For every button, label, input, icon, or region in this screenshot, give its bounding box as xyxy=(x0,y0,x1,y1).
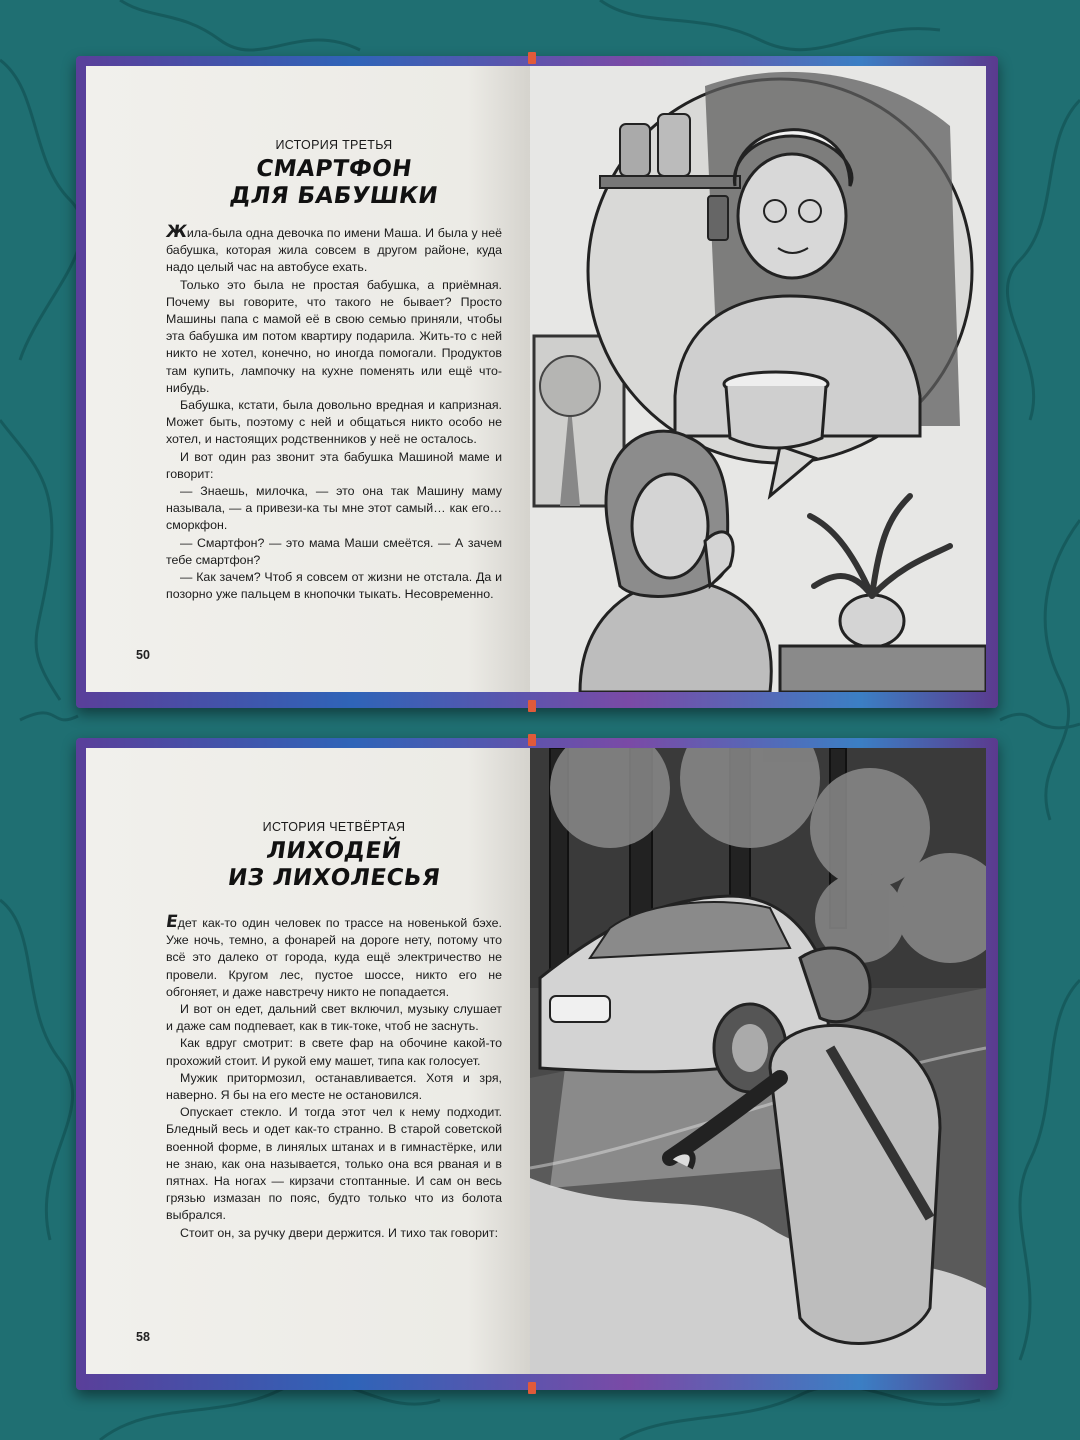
paragraph: И вот один раз звонит эта бабушка Машиной маме и говорит: xyxy=(166,449,502,481)
spine-mark-top xyxy=(528,52,536,64)
spine-mark-bottom xyxy=(528,700,536,712)
dropcap: Ж xyxy=(164,222,189,242)
story-title-line1: ЛИХОДЕЙ xyxy=(264,838,404,864)
dropcap: Е xyxy=(164,912,180,932)
paragraph: — Смартфон? — это мама Маши смеётся. — А зачем тебе смартфон? xyxy=(166,535,502,567)
paragraph: Стоит он, за ручку двери держится. И тихо так говорит: xyxy=(180,1225,499,1240)
paragraph: Опускает стекло. И тогда этот чел к нему подходит. Бледный весь и одет как-то странно. В старой советской военной форме, в линялых штанах и в гимнастёрке, или не знаю, как она называется, только она вся рваная и в пятнах. На ногах — кирзачи стоптанные. И сам он весь грязью измазан по пояс, будто только что из болота выбрался. xyxy=(166,1105,502,1223)
left-page xyxy=(86,748,530,1374)
story-body xyxy=(166,914,502,1242)
paragraph: И вот он едет, дальний свет включил, музыку слушает и даже сам подпевает, как в тик-токе, чтоб не заснуть. xyxy=(166,1002,502,1034)
paragraph: Бабушка, кстати, была довольно вредная и капризная. Может быть, поэтому с ней и общаться никто особо не хотел, и настоящих родственников у неё не осталось. xyxy=(166,398,502,447)
story-title-line1: СМАРТФОН xyxy=(254,156,414,182)
paragraph: Мужик притормозил, останавливается. Хотя и зря, наверно. Я бы на его месте не остановился. xyxy=(166,1070,502,1103)
story-title-line2: ИЗ ЛИХОЛЕСЬЯ xyxy=(226,865,442,891)
paragraph: Жила-была одна девочка по имени Маша. И была у неё бабушка, которая жила совсем в другом районе, куда надо целый час на автобусе ехать. xyxy=(164,222,502,275)
paragraph: Едет как-то один человек по трассе на новенькой бэхе. Уже ночь, темно, а фонарей на дороге нету, потому что всё это далеко от города, куда ещё электричество не провели. Кругом лес, пустое шоссе, никто его не обгоняет, и даже навстречу никто не попадается. xyxy=(164,912,502,999)
paragraph: — Как зачем? Чтоб я совсем от жизни не отстала. Да и позорно уже пальцем в кнопочки тыкать. Несовременно. xyxy=(166,570,502,602)
story-title-line2: ДЛЯ БАБУШКИ xyxy=(228,183,440,209)
story-kicker: ИСТОРИЯ ТРЕТЬЯ xyxy=(275,138,393,152)
story-kicker: ИСТОРИЯ ЧЕТВЁРТАЯ xyxy=(262,820,406,834)
page-number: 50 xyxy=(136,648,150,662)
spine-mark-bottom xyxy=(528,1382,536,1394)
story-body xyxy=(166,224,502,603)
paragraph: — Знаешь, милочка, — это она так Машину маму называла, — а привези-ка ты мне этот самый… как его… сморкфон. xyxy=(166,484,502,533)
grandmother-phone-illustration-icon xyxy=(530,66,986,692)
book-spread-2 xyxy=(76,738,998,1390)
book-spread-1 xyxy=(76,56,998,708)
left-page xyxy=(86,66,530,692)
right-page-illustration xyxy=(530,748,986,1374)
paragraph: Только это была не простая бабушка, а приёмная. Почему вы говорите, что такого не бывает? Просто Машины папа с мамой её в свою семью приняли, чтобы эта бабушка им потом квартиру подарила. Жить-то с ней никто не хотел, конечно, но иногда помогали. Продуктов там купить, лампочку на кухне поменять или ещё что-нибудь. xyxy=(166,277,502,395)
page-number: 58 xyxy=(136,1330,150,1344)
paragraph: Как вдруг смотрит: в свете фар на обочине какой-то прохожий стоит. И рукой ему машет, типа как голосует. xyxy=(166,1036,502,1068)
right-page-illustration xyxy=(530,66,986,692)
night-road-car-illustration-icon xyxy=(530,748,986,1374)
spine-mark-top xyxy=(528,734,536,746)
